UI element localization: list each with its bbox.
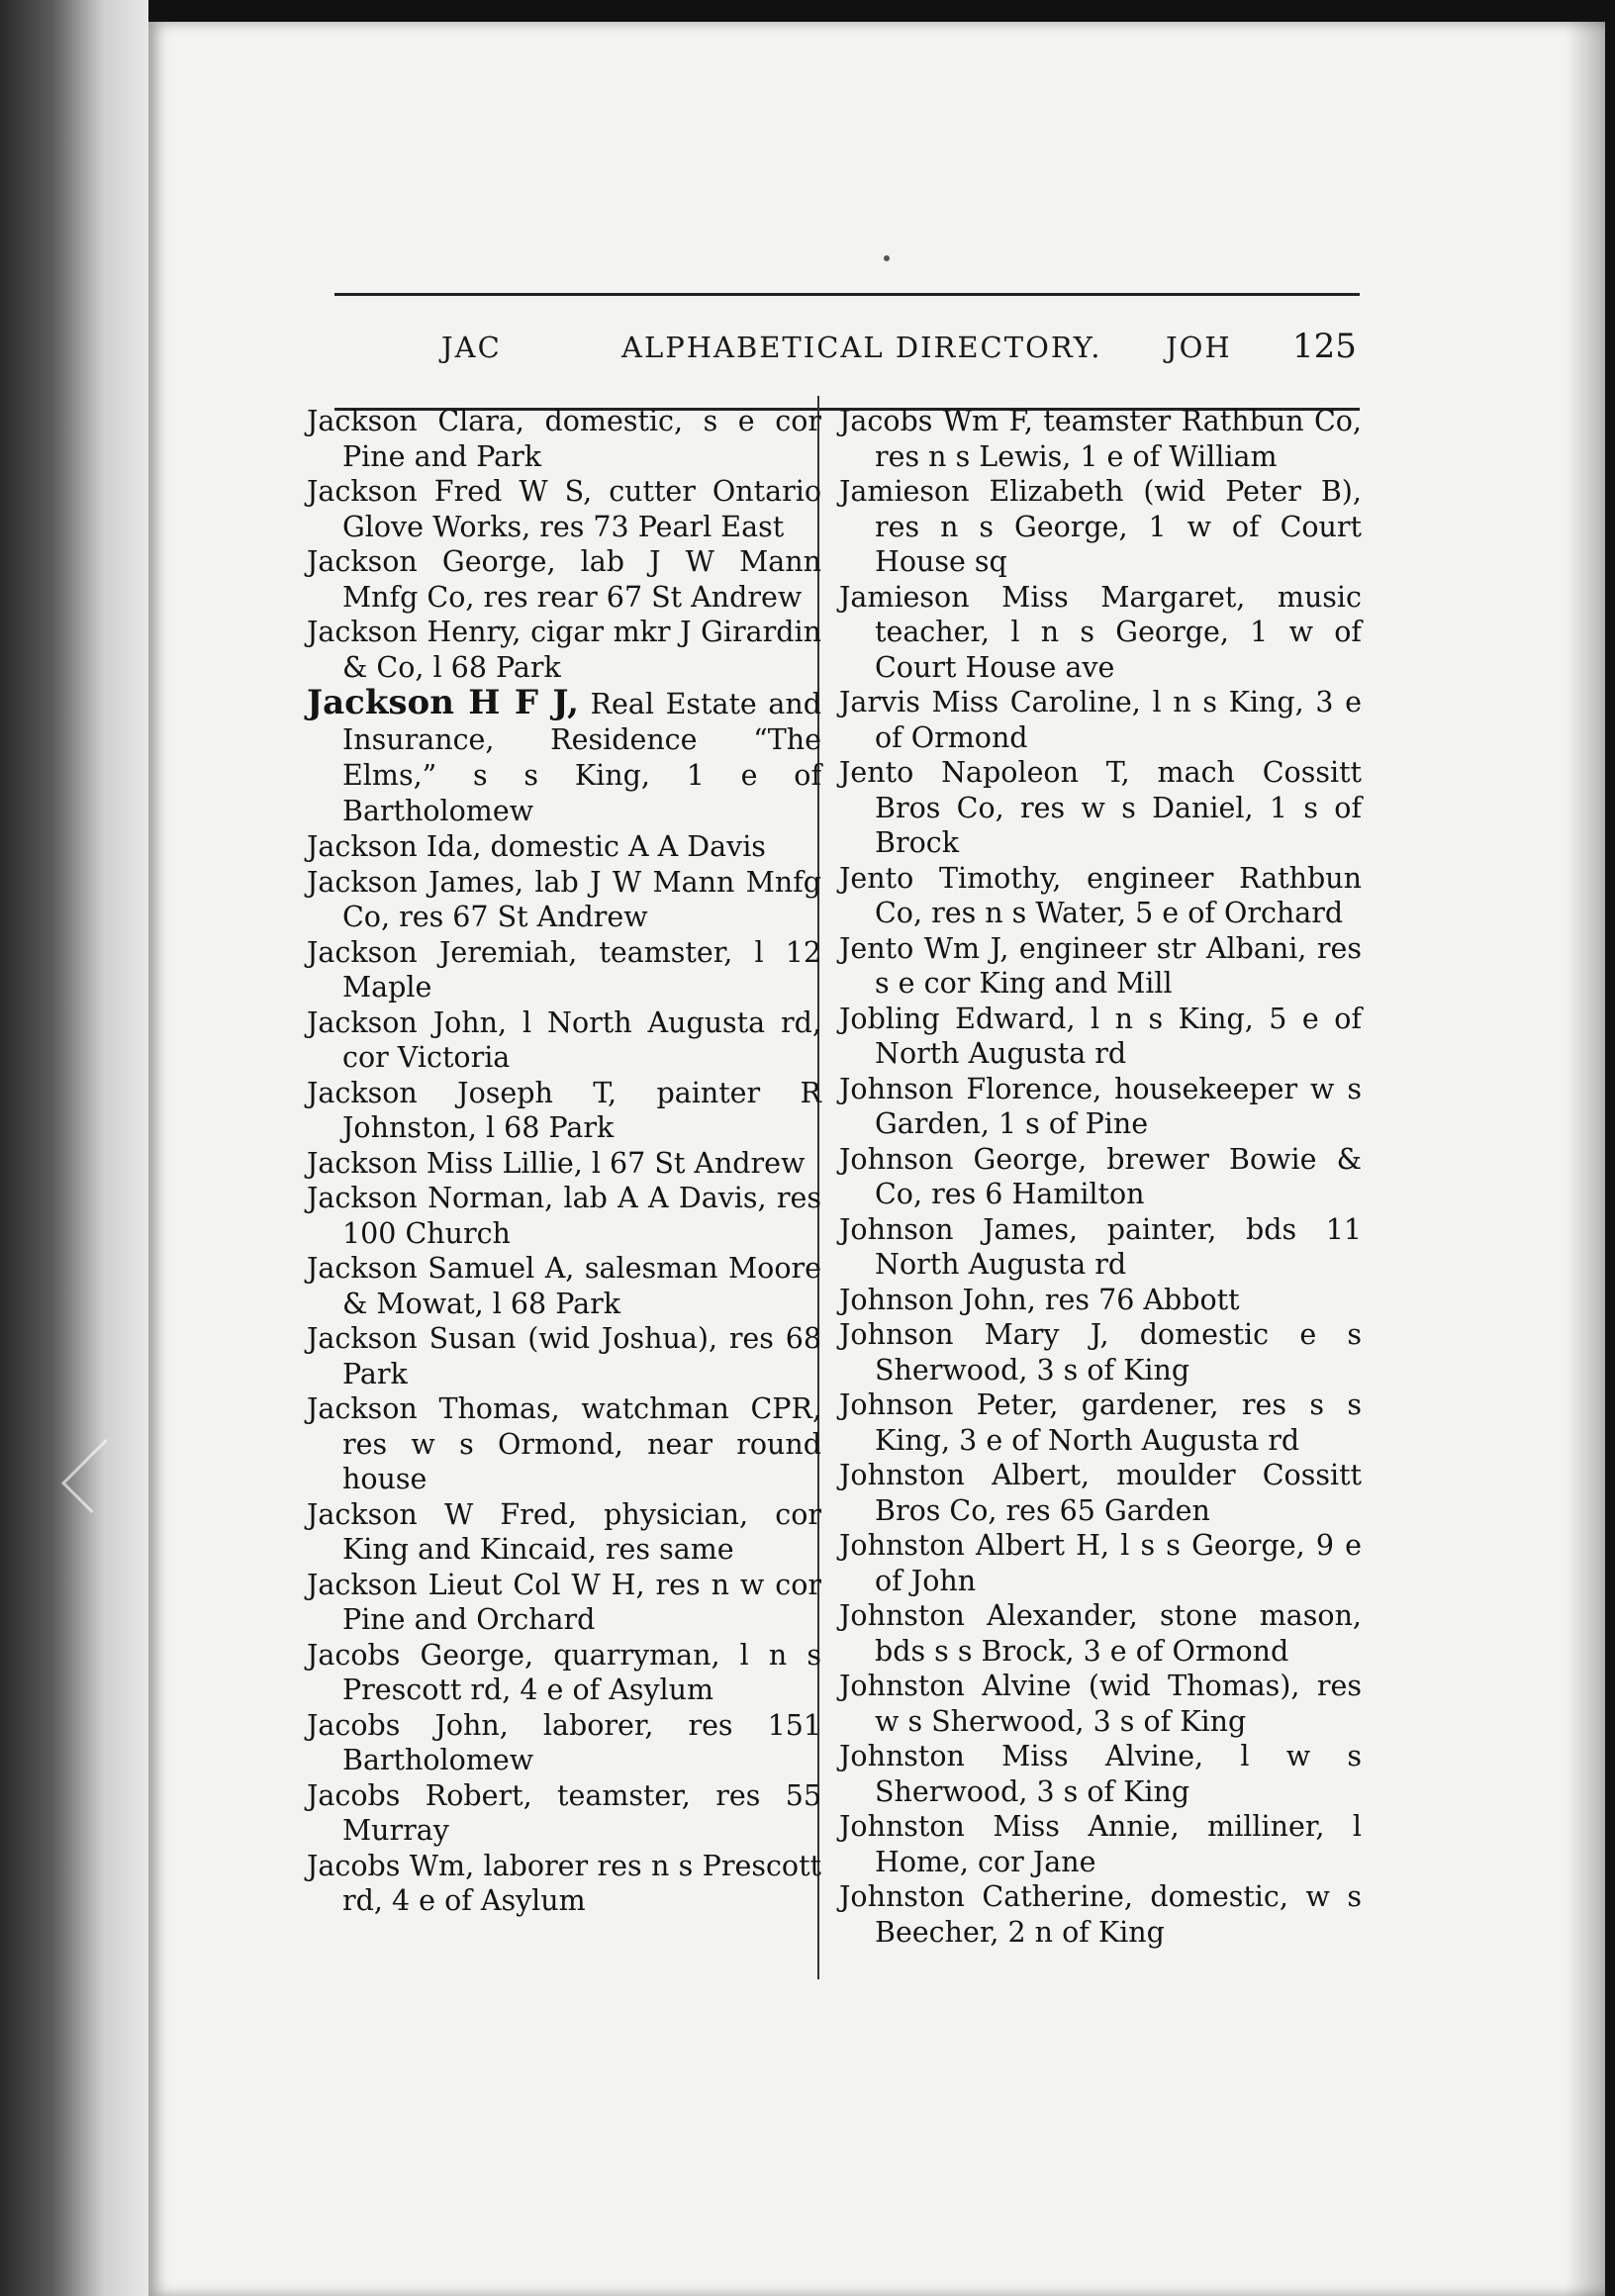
directory-entry: Johnston Miss Alvine, l w s Sherwood, 3 s of King bbox=[839, 1740, 1362, 1808]
directory-entry: Jento Napoleon T, mach Cossitt Bros Co, res w s Daniel, 1 s of Brock bbox=[839, 756, 1362, 859]
directory-entry: Jarvis Miss Caroline, l n s King, 3 e of Ormond bbox=[839, 686, 1362, 754]
directory-entry: Jackson Ida, domestic A A Davis bbox=[307, 830, 766, 863]
directory-entry: Jackson John, l North Augusta rd, cor Victoria bbox=[307, 1005, 821, 1074]
page-right-shadow bbox=[1566, 22, 1605, 2296]
left-column bbox=[307, 404, 821, 1919]
directory-entry: Johnston Alexander, stone mason, bds s s Brock, 3 e of Ormond bbox=[839, 1599, 1362, 1668]
directory-entry: Jackson W Fred, physician, cor King and Kincaid, res same bbox=[307, 1497, 821, 1566]
directory-entry: Jamieson Elizabeth (wid Peter B), res n s George, 1 w of Court House sq bbox=[839, 475, 1362, 578]
directory-entry: Jento Timothy, engineer Rathbun Co, res n s Water, 5 e of Orchard bbox=[839, 861, 1362, 929]
directory-entry: Johnston Alvine (wid Thomas), res w s Sherwood, 3 s of King bbox=[839, 1670, 1362, 1738]
header-right-tag: JOH bbox=[1166, 331, 1232, 364]
ink-speck bbox=[884, 255, 890, 261]
header-top-rule bbox=[334, 293, 1360, 296]
right-column bbox=[839, 404, 1362, 1950]
directory-entry-featured bbox=[307, 685, 821, 829]
directory-entry: Jobling Edward, l n s King, 5 e of North Augusta rd bbox=[839, 1002, 1362, 1070]
directory-entry: Jackson George, lab J W Mann Mnfg Co, res rear 67 St Andrew bbox=[307, 545, 821, 614]
directory-entry: Johnson Peter, gardener, res s s King, 3 e of North Augusta rd bbox=[839, 1388, 1362, 1457]
directory-entry: Jackson Jeremiah, teamster, l 12 Maple bbox=[307, 935, 821, 1004]
directory-entry: Jackson Joseph T, painter R Johnston, l 68 Park bbox=[307, 1076, 821, 1144]
directory-entry: Jackson Lieut Col W H, res n w cor Pine and Orchard bbox=[307, 1568, 821, 1636]
directory-entry: Jackson Clara, domestic, s e cor Pine and Park bbox=[307, 405, 821, 473]
directory-entry: Johnston Albert, moulder Cossitt Bros Co, res 65 Garden bbox=[839, 1459, 1362, 1527]
directory-entry: Jackson Henry, cigar mkr J Girardin & Co, l 68 Park bbox=[307, 616, 821, 684]
directory-entry: Jamieson Miss Margaret, music teacher, l n s George, 1 w of Court House ave bbox=[839, 580, 1362, 684]
directory-entry: Jackson James, lab J W Mann Mnfg Co, res 67 St Andrew bbox=[307, 865, 821, 933]
directory-entry: Johnston Miss Annie, milliner, l Home, cor Jane bbox=[839, 1810, 1362, 1878]
directory-entry: Johnston Albert H, l s s George, 9 e of John bbox=[839, 1529, 1362, 1597]
page-header bbox=[334, 327, 1360, 376]
directory-entry: Jacobs George, quarryman, l n s Prescott rd, 4 e of Asylum bbox=[307, 1638, 821, 1706]
directory-entry: Johnson Mary J, domestic e s Sherwood, 3 s of King bbox=[839, 1318, 1362, 1387]
directory-entry: Jackson Miss Lillie, l 67 St Andrew bbox=[307, 1146, 806, 1180]
directory-entry: Jento Wm J, engineer str Albani, res s e cor King and Mill bbox=[839, 931, 1362, 1000]
directory-entry: Jackson Samuel A, salesman Moore & Mowat, l 68 Park bbox=[307, 1252, 821, 1320]
directory-entry: Jackson Susan (wid Joshua), res 68 Park bbox=[307, 1322, 821, 1390]
book-spine-shadow bbox=[0, 0, 148, 2296]
directory-entry: Jacobs Robert, teamster, res 55 Murray bbox=[307, 1778, 821, 1847]
directory-entry: Johnson George, brewer Bowie & Co, res 6 Hamilton bbox=[839, 1142, 1362, 1210]
directory-entry: Jacobs Wm, laborer res n s Prescott rd, 4 e of Asylum bbox=[307, 1849, 821, 1917]
header-left-tag: JAC bbox=[441, 331, 502, 364]
featured-details: Real Estate and Insurance, Residence “The Elms,” s s King, 1 e of Bartholomew bbox=[342, 688, 821, 827]
directory-entry: Jackson Fred W S, cutter Ontario Glove Works, res 73 Pearl East bbox=[307, 475, 821, 543]
header-title: ALPHABETICAL DIRECTORY. bbox=[621, 331, 1102, 364]
directory-entry: Johnson James, painter, bds 11 North Augusta rd bbox=[839, 1212, 1362, 1281]
page-number: 125 bbox=[1292, 327, 1357, 366]
featured-name: Jackson H F J, bbox=[307, 683, 579, 722]
directory-entry: Jacobs John, laborer, res 151 Bartholomew bbox=[307, 1708, 821, 1776]
directory-entry: Johnston Catherine, domestic, w s Beecher, 2 n of King bbox=[839, 1880, 1362, 1949]
directory-entry: Jackson Norman, lab A A Davis, res 100 Church bbox=[307, 1182, 821, 1250]
directory-entry: Jacobs Wm F, teamster Rathbun Co, res n s Lewis, 1 e of William bbox=[839, 405, 1362, 473]
directory-entry: Johnson John, res 76 Abbott bbox=[839, 1283, 1240, 1316]
directory-entry: Jackson Thomas, watchman CPR, res w s Ormond, near round house bbox=[307, 1392, 821, 1495]
directory-entry: Johnson Florence, housekeeper w s Garden, 1 s of Pine bbox=[839, 1072, 1362, 1140]
